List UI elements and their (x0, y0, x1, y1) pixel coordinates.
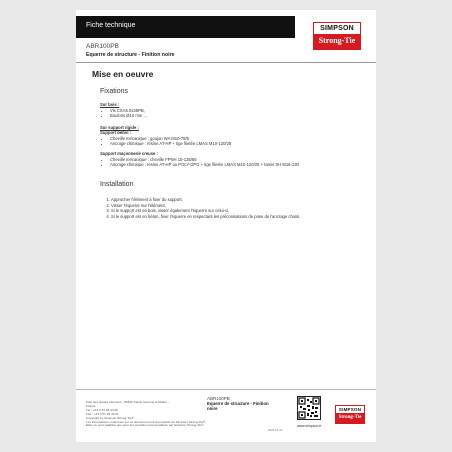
bois-label: Sur bois : (100, 102, 120, 107)
item-term: Cheville mécanique (110, 136, 147, 141)
list-item (110, 162, 299, 167)
logo-top-text: SIMPSON (336, 406, 364, 413)
page-title: Mise en oeuvre (92, 69, 154, 79)
footer-line: Fax : +33 2 51 28 44 01 (86, 411, 119, 416)
website-link[interactable]: www.simpson.fr (297, 424, 322, 428)
item-detail: : résine AT-HP ou POLY-GPG + tige filetée LMAS M10-120/25 + tamis SH M16-130 (143, 162, 299, 168)
item-detail: : résine AT-HP + tige filetée LMAS M10-120/25 (143, 141, 232, 147)
list-item: • Vis CSA5.0x35PB, (110, 108, 147, 113)
rigide-label: Sur support rigide : (100, 125, 139, 130)
document-page (76, 10, 376, 442)
footer-divider (76, 389, 376, 390)
footer-line: France (86, 403, 96, 408)
item-term: Ancrage chimique (110, 141, 144, 147)
fixations-heading: Fixations (100, 88, 129, 95)
header-divider (76, 62, 376, 63)
item-term: Ancrage chimique (110, 162, 144, 168)
item-detail: : cheville FPNH 10-135/65 (146, 157, 197, 162)
footer-product-name: Equerre de structure - Finition noire (207, 401, 269, 411)
product-name: Equerre de structure - Finition noire (86, 52, 175, 58)
footer-line: Elles ne sont valables que pour les produits commercialisés par Simpson Strong-Tie® (86, 423, 204, 428)
list-item: 1. Approcher l'élément à fixer du support, (111, 197, 311, 203)
logo-bottom-text: Strong-Tie (318, 36, 356, 45)
header-bar-label: Fiche technique (86, 22, 136, 29)
list-item: 2. Visser l'équerre sur l'élément, (111, 203, 311, 209)
item-detail: : goujon WA M10-78/5 (146, 136, 189, 141)
header-bar (76, 16, 295, 38)
logo-bottom-text: Strong-Tie (338, 415, 362, 420)
installation-steps (103, 197, 311, 219)
product-reference: ABR100PB (86, 43, 119, 50)
footer-line: Copyright by Simpson Strong-Tie® (86, 415, 134, 420)
beton-label: Support béton : (100, 130, 132, 135)
installation-heading: Installation (100, 181, 134, 188)
footer-line: ZAC des Quatre Chemins - 85400 Sainte Gemme la Plaine - (86, 400, 169, 404)
simpson-logo (313, 22, 361, 50)
footer-reference: ABR100PB (207, 396, 230, 401)
footer-date: 2024-01-20 (268, 428, 283, 432)
maconnerie-label: Support maçonnerie creuse : (100, 151, 158, 156)
footer-line: Les informations contenues sur ce document sont la propriété de Simpson Strong-Tie® (86, 419, 206, 424)
list-item: 4. Si le support est en béton, fixer l'équerre en respectant les préconisations de pose de l'ancrage choisi. (111, 214, 311, 220)
maconnerie-list (102, 157, 299, 168)
beton-list (102, 136, 231, 147)
list-item: • Boulons Ø10 mm ... (110, 113, 147, 118)
footer-line: Tél : +33 2 51 28 44 00 (86, 407, 118, 412)
footer-address (86, 401, 205, 428)
item-term: Cheville mécanique (110, 157, 147, 162)
list-item (110, 141, 231, 146)
bois-list (102, 108, 147, 119)
list-item: 3. Si le support est en bois, visser également l'équerre sur celui-ci, (111, 208, 311, 214)
qr-code-icon (297, 396, 321, 420)
simpson-logo-footer (335, 405, 365, 424)
logo-top-text: SIMPSON (314, 23, 360, 34)
